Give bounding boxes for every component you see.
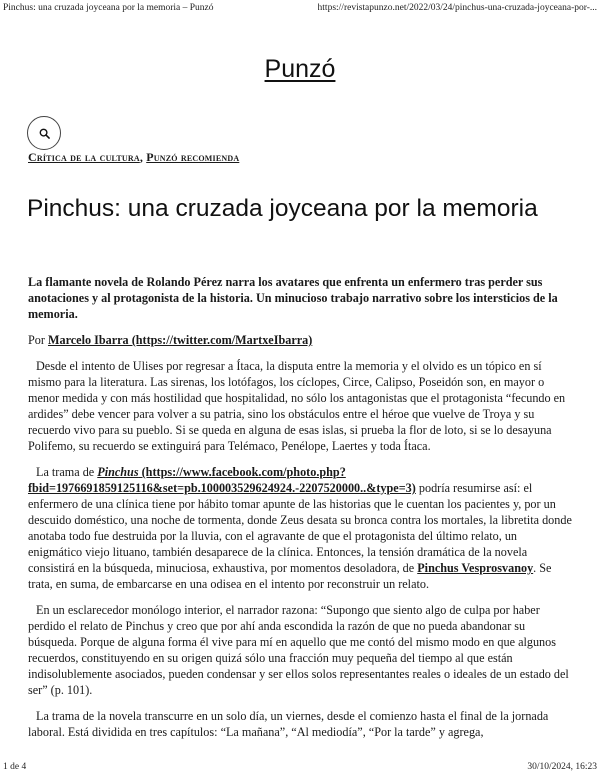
site-title-link[interactable]: Punzó — [264, 55, 336, 83]
article-title: Pinchus: una cruzada joyceana por la memoria — [27, 195, 538, 222]
paragraph-3: En un esclarecedor monólogo interior, el narrador razona: “Supongo que siento algo de culpa por haber perdido el relato de Pinchus y creo que por ahí anda escondida la razón de que no pueda abandonar su búsqueda. Porque de alguna forma él vive para mí en aquello que me contó del mismo modo en que algunos recuerdos, constituyendo en su origen quizá sólo una fracción muy pequeña del tiempo al que están indisolublemente asociados, pueden condensar y ser ellos solos representantes reales o ideales de un estado del ser” (p. 101). — [28, 603, 569, 697]
paragraph-2-mid: podría resumirse así: el enfermero de una clínica tiene por hábito tomar apunte de las historias que le cuentan los pacientes y, por un descuido doméstico, una noche de tormenta, donde Zeus desata su bronca contra los mortales, la libretita donde anotaba todo fue destruida por la lluvia, con el agravante de que el protagonista del último relato, un enigmático viejo lituano, también desaparece de la clínica. Entonces, la tensión dramática de la novela consistirá en la búsqueda, minuciosa, exhaustiva, por momentos desoladora, de — [28, 481, 572, 575]
article-byline — [28, 332, 572, 348]
search-button[interactable] — [27, 116, 61, 150]
pinchus-vesprosvanoy-link[interactable]: Pinchus Vesprosvanoy — [417, 561, 534, 575]
paragraph-2 — [28, 464, 572, 592]
print-page-number: 1 de 4 — [3, 762, 27, 772]
print-header-url: https://revistapunzo.net/2022/03/24/pinchus-una-cruzada-joyceana-por-... — [317, 3, 597, 13]
article-body — [28, 274, 572, 750]
paragraph-2-end: . Se trata, en suma, de embarcarse en una odisea en el intento por reconstruir un relato. — [28, 561, 552, 591]
print-header — [0, 3, 600, 13]
article-lead: La flamante novela de Rolando Pérez narra los avatares que enfrenta un enfermero tras perder sus anotaciones y al protagonista de la historia. Un minucioso trabajo narrativo sobre los intersticios de la memoria. — [28, 275, 558, 321]
paragraph-4: La trama de la novela transcurre en un solo día, un viernes, desde el comienzo hasta el final de la jornada laboral. Está dividida en tres capítulos: “La mañana”, “Al mediodía”, “Por la tarde” y agrega, — [28, 709, 549, 739]
category-links — [28, 150, 239, 165]
byline-prefix: Por — [28, 333, 48, 347]
author-link[interactable]: Marcelo Ibarra (https://twitter.com/MartxeIbarra) — [47, 333, 313, 347]
search-icon — [39, 128, 50, 139]
pinchus-link-title: Pinchus — [97, 465, 139, 479]
paragraph-1: Desde el intento de Ulises por regresar a Ítaca, la disputa entre la memoria y el olvido es un tópico en sí mismo para la literatura. Las sirenas, los lotófagos, los cíclopes, Circe, Calipso, Poseidón son, en mayor o menor medida y con más hostilidad que hospitalidad, no sólo los antagonistas que el protagonista “fecundo en ardides” debe vencer para volver a su patria, sino los obstáculos entre el héroe que vuelve de Troya y su recuerdo vivo para su pueblo. Si se queda en alguna de esas islas, si prueba la flor de loto, si se lo desayuna Polifemo, su recuerdo se extinguirá para Telémaco, Penélope, Laertes y toda Ítaca. — [28, 359, 566, 453]
paragraph-2-start: La trama de — [36, 465, 98, 479]
pinchus-link-url: (https://www.facebook.com/photo.php?fbid=1976691859125116&set=pb.100003529624924.-2207520000..&type=3) — [28, 465, 416, 495]
print-datetime: 30/10/2024, 16:23 — [527, 762, 597, 772]
category-separator: , — [139, 150, 147, 164]
category-link-critica[interactable]: Crítica de la cultura — [28, 150, 140, 164]
print-header-title: Pinchus: una cruzada joyceana por la memoria – Punzó — [3, 3, 214, 13]
category-link-punzo-recomienda[interactable]: Punzó recomienda — [146, 150, 240, 164]
print-footer — [0, 762, 600, 772]
